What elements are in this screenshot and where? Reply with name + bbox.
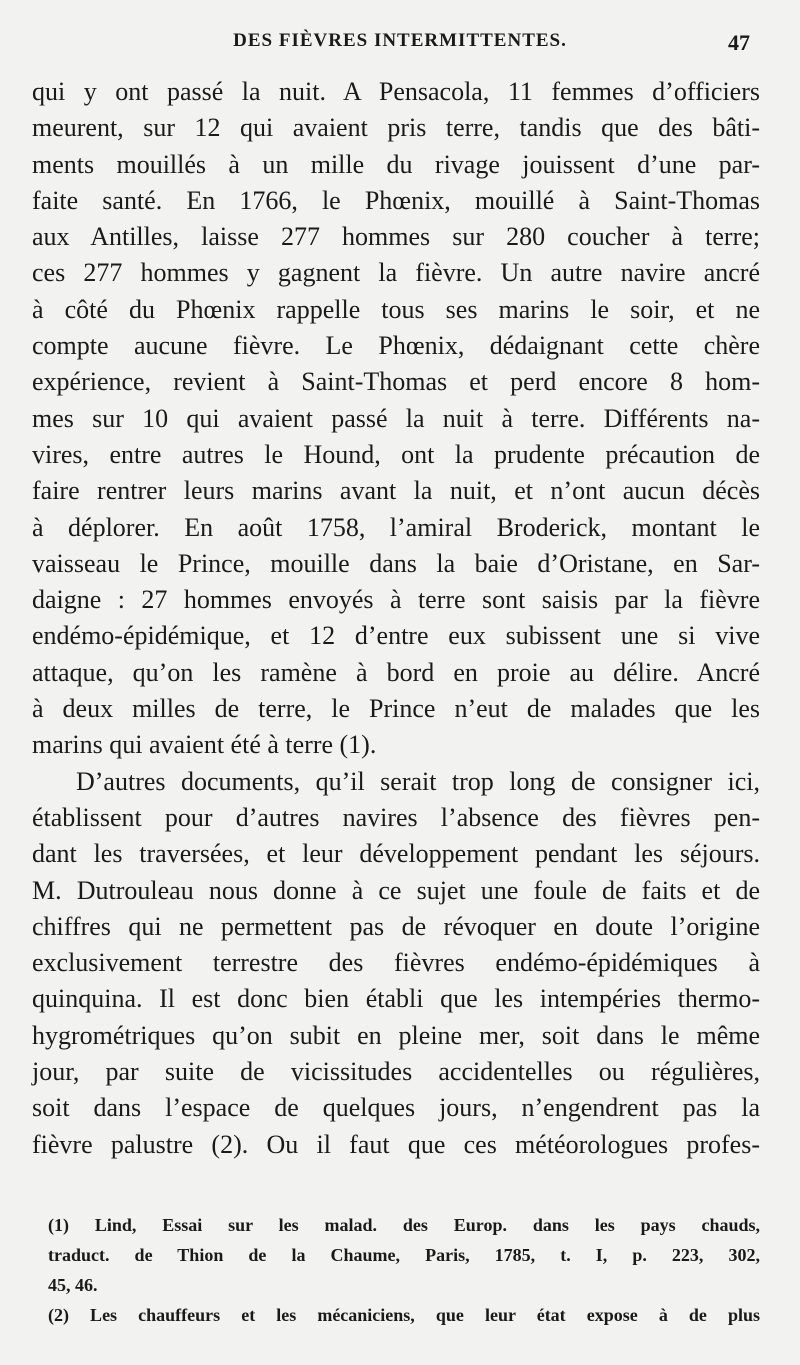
text-line: M. Dutrouleau nous donne à ce sujet une foule de faits et de xyxy=(32,875,760,905)
text-line: vires, entre autres le Hound, ont la prudente précaution de xyxy=(32,439,760,469)
footnote-line: (2) Les chauffeurs et les mécaniciens, que leur état expose à de plus xyxy=(48,1305,760,1325)
text-line: vaisseau le Prince, mouille dans la baie d’Oristane, en Sar- xyxy=(32,548,760,578)
text-line: hygrométriques qu’on subit en pleine mer, soit dans le même xyxy=(32,1020,760,1050)
text-line: faite santé. En 1766, le Phœnix, mouillé à Saint-Thomas xyxy=(32,185,760,215)
text-line: exclusivement terrestre des fièvres endémo-épidémiques à xyxy=(32,948,760,978)
text-line: meurent, sur 12 qui avaient pris terre, tandis que des bâti- xyxy=(32,113,760,143)
text-line: à côté du Phœnix rappelle tous ses marins le soir, et ne xyxy=(32,294,760,324)
text-line: compte aucune fièvre. Le Phœnix, dédaignant cette chère xyxy=(32,331,760,361)
text-line: D’autres documents, qu’il serait trop long de consigner ici, xyxy=(76,766,760,796)
text-line: mes sur 10 qui avaient passé la nuit à terre. Différents na- xyxy=(32,403,760,433)
text-line: qui y ont passé la nuit. A Pensacola, 11 femmes d’officiers xyxy=(32,77,760,106)
text-line: fièvre palustre (2). Ou il faut que ces météorologues profes- xyxy=(32,1129,760,1159)
running-title: DES FIÈVRES INTERMITTENTES. xyxy=(233,30,567,51)
footnotes xyxy=(48,1210,760,1330)
text-line: établissent pour d’autres navires l’absence des fièvres pen- xyxy=(32,802,760,832)
text-line: expérience, revient à Saint-Thomas et perd encore 8 hom- xyxy=(32,367,760,397)
text-line: marins qui avaient été à terre (1). xyxy=(32,730,377,760)
text-line: soit dans l’espace de quelques jours, n’engendrent pas la xyxy=(32,1093,760,1123)
text-line: attaque, qu’on les ramène à bord en proie au délire. Ancré xyxy=(32,657,760,687)
text-line: aux Antilles, laisse 277 hommes sur 280 coucher à terre; xyxy=(32,222,760,252)
text-line: à déplorer. En août 1758, l’amiral Broderick, montant le xyxy=(32,512,760,542)
text-line: à deux milles de terre, le Prince n’eut de malades que les xyxy=(32,694,760,724)
text-line: quinquina. Il est donc bien établi que les intempéries thermo- xyxy=(32,984,760,1014)
text-line: ces 277 hommes y gagnent la fièvre. Un autre navire ancré xyxy=(32,258,760,288)
footnote-line: traduct. de Thion de la Chaume, Paris, 1785, t. I, p. 223, 302, xyxy=(48,1245,760,1265)
text-line: endémo-épidémique, et 12 d’entre eux subissent une si vive xyxy=(32,621,760,651)
footnote-line: 45, 46. xyxy=(48,1275,98,1295)
text-line: faire rentrer leurs marins avant la nuit, et n’ont aucun décès xyxy=(32,476,760,506)
text-line: ments mouillés à un mille du rivage jouissent d’une par- xyxy=(32,149,760,179)
page-number: 47 xyxy=(728,30,750,55)
text-line: daigne : 27 hommes envoyés à terre sont saisis par la fièvre xyxy=(32,585,760,615)
body-text xyxy=(32,74,760,1163)
footnote-line: (1) Lind, Essai sur les malad. des Europ. dans les pays chauds, xyxy=(48,1215,760,1235)
text-line: dant les traversées, et leur développement pendant les séjours. xyxy=(32,839,760,869)
text-line: chiffres qui ne permettent pas de révoquer en doute l’origine xyxy=(32,911,760,941)
text-line: jour, par suite de vicissitudes accidentelles ou régulières, xyxy=(32,1057,760,1087)
